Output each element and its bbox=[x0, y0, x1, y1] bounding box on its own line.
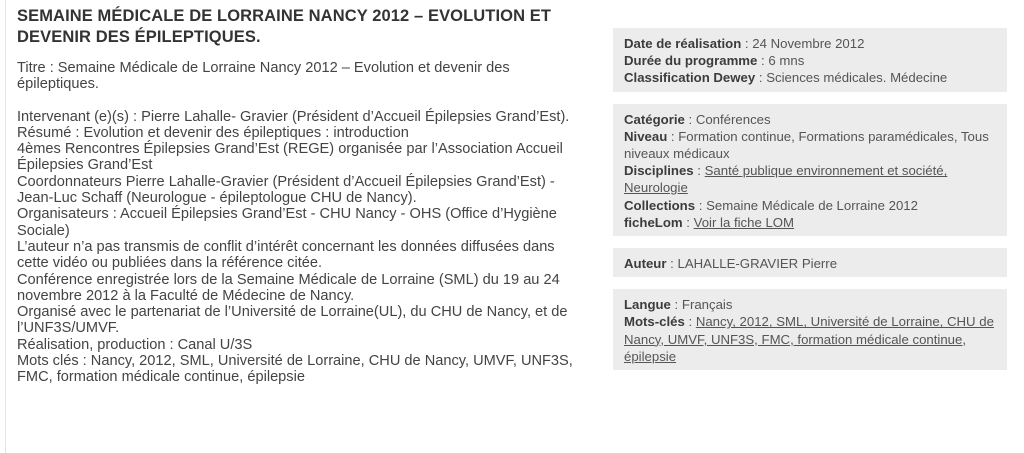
niveau-label: Niveau bbox=[624, 128, 668, 144]
description-coordonnateurs: Coordonnateurs Pierre Lahalle-Gravier (Président d’Accueil Épilepsies Grand’Est) - Jean-Luc Schaff (Neurologue - épileptologue CHU de Nancy). bbox=[17, 173, 555, 207]
paragraph-gap bbox=[17, 93, 577, 109]
description-intervenant: Intervenant (e)(s) : Pierre Lahalle- Gravier (Président d’Accueil Épilepsies Grand’Est). bbox=[17, 108, 570, 125]
dewey-label: Classification Dewey bbox=[624, 70, 756, 86]
mots-cles-label: Mots-clés bbox=[624, 314, 685, 330]
langue-row: Langue : Français bbox=[624, 297, 733, 313]
fichelom-row: ficheLom : Voir la fiche LOM bbox=[624, 214, 795, 230]
mots-cles-links[interactable]: Nancy, 2012, SML, Université de Lorraine, CHU de Nancy, UMVF, UNF3S, FMC, formation médicale continue, épilepsie bbox=[624, 314, 994, 364]
categorie-value: Conférences bbox=[695, 111, 771, 127]
date-label: Date de réalisation bbox=[624, 36, 742, 51]
date-row: Date de réalisation : 24 Novembre 2012 bbox=[624, 36, 865, 51]
description-resume: Résumé : Evolution et devenir des épileptiques : introduction bbox=[17, 124, 409, 141]
categorie-row: Catégorie : Conférences bbox=[624, 111, 771, 127]
auteur-value: LAHALLE-GRAVIER Pierre bbox=[677, 256, 838, 272]
duree-label: Durée du programme bbox=[624, 53, 758, 69]
disciplines-row: Disciplines : Santé publique environnement et société, Neurologie bbox=[624, 163, 948, 196]
categorie-label: Catégorie bbox=[624, 111, 685, 127]
metadata-box-langue bbox=[613, 289, 1007, 370]
niveau-row: Niveau : Formation continue, Formations paramédicales, Tous niveaux médicaux bbox=[624, 128, 989, 162]
description-conference: Conférence enregistrée lors de la Semaine Médicale de Lorraine (SML) du 19 au 24 novembre 2012 à la Faculté de Médecine de Nancy. bbox=[17, 271, 560, 304]
niveau-value: Formation continue, Formations paramédicales, Tous niveaux médicaux bbox=[624, 128, 989, 162]
duree-row: Durée du programme : 6 mns bbox=[624, 53, 805, 69]
metadata-box-auteur bbox=[613, 248, 1007, 277]
metadata-sidebar bbox=[613, 28, 1007, 382]
left-divider bbox=[5, 0, 6, 453]
auteur-label: Auteur bbox=[624, 256, 667, 272]
description-mots-cles: Mots clés : Nancy, 2012, SML, Université de Lorraine, CHU de Nancy, UMVF, UNF3S, FMC, formation médicale continue, épilepsie bbox=[17, 353, 573, 386]
description-rencontres: 4èmes Rencontres Épilepsies Grand’Est (REGE) organisée par l’Association Accueil Épilepsies Grand’Est bbox=[17, 141, 563, 174]
collections-row: Collections : Semaine Médicale de Lorraine 2012 bbox=[624, 197, 918, 213]
description-realisation: Réalisation, production : Canal U/3S bbox=[17, 336, 253, 353]
page-title: SEMAINE MÉDICALE DE LORRAINE NANCY 2012 – EVOLUTION ET DEVENIR DES ÉPILEPTIQUES. bbox=[17, 7, 552, 46]
duree-value: 6 mns bbox=[768, 53, 805, 69]
metadata-box-classification bbox=[613, 104, 1007, 236]
collections-value: Semaine Médicale de Lorraine 2012 bbox=[706, 197, 918, 213]
langue-value: Français bbox=[681, 297, 733, 313]
dewey-value: Sciences médicales. Médecine bbox=[766, 70, 948, 86]
fichelom-label: ficheLom bbox=[624, 214, 683, 230]
disciplines-link[interactable]: Santé publique environnement et société, Neurologie bbox=[624, 163, 948, 196]
date-value: 24 Novembre 2012 bbox=[752, 36, 865, 51]
collections-label: Collections bbox=[624, 197, 696, 213]
description-titre: Titre : Semaine Médicale de Lorraine Nancy 2012 – Evolution et devenir des épileptiques. bbox=[17, 60, 510, 93]
langue-label: Langue bbox=[624, 297, 671, 313]
fiche-lom-link[interactable]: Voir la fiche LOM bbox=[693, 214, 795, 230]
description-conflit: L’auteur n’a pas transmis de conflit d’intérêt concernant les données diffusées dans cette vidéo ou publiées dans la référence citée. bbox=[17, 238, 555, 272]
main-content bbox=[17, 6, 577, 386]
auteur-row: Auteur : LAHALLE-GRAVIER Pierre bbox=[624, 256, 838, 272]
mots-cles-row: Mots-clés : Nancy, 2012, SML, Université de Lorraine, CHU de Nancy, UMVF, UNF3S, FMC, formation médicale continue, épilepsie bbox=[624, 314, 994, 364]
description-partenariat: Organisé avec le partenariat de l’Université de Lorraine(UL), du CHU de Nancy, et de l’UNF3S/UMVF. bbox=[17, 304, 568, 337]
disciplines-label: Disciplines bbox=[624, 163, 694, 179]
dewey-row: Classification Dewey : Sciences médicales. Médecine bbox=[624, 70, 948, 86]
metadata-box-dates bbox=[613, 28, 1007, 92]
description bbox=[17, 60, 577, 386]
description-organisateurs: Organisateurs : Accueil Épilepsies Grand’Est - CHU Nancy - OHS (Office d’Hygiène Sociale) bbox=[17, 206, 557, 239]
